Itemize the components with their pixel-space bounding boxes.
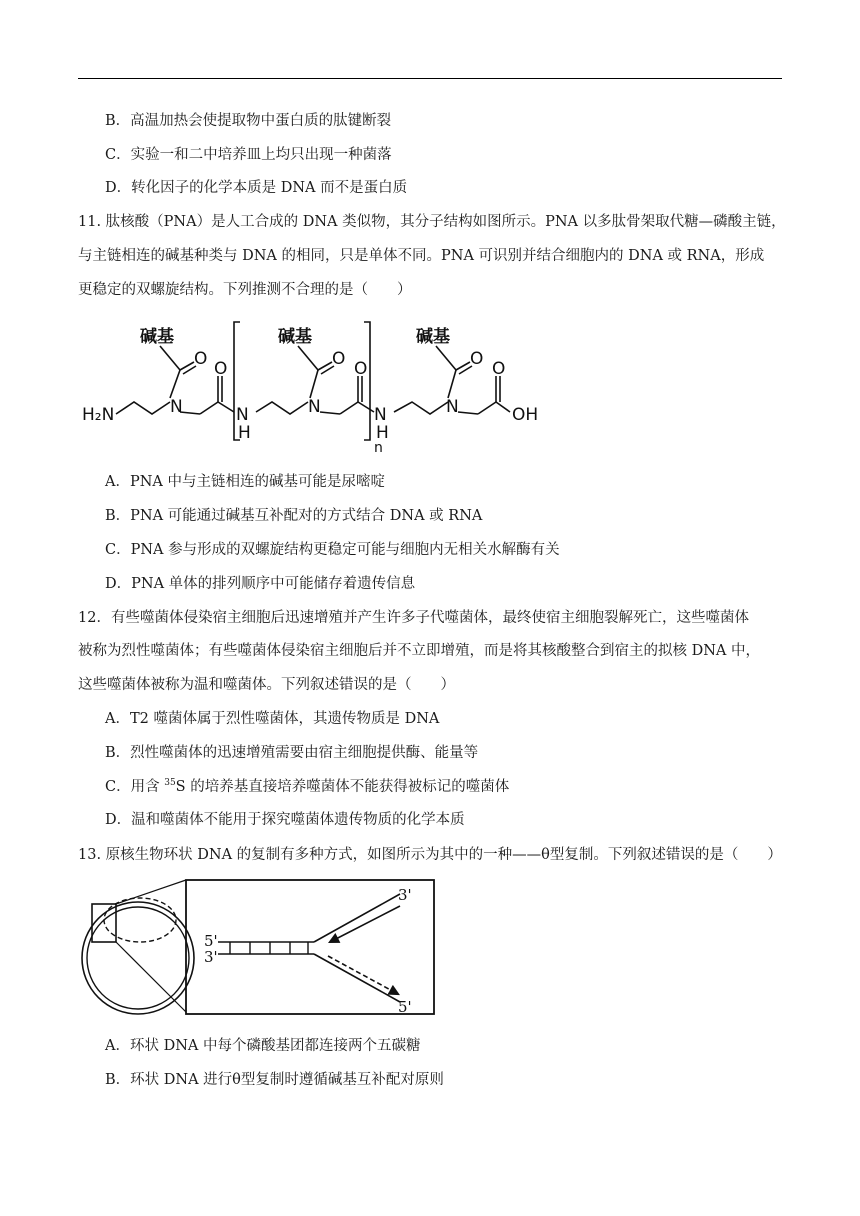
q10-option-b: B．高温加热会使提取物中蛋白质的肽键断裂 xyxy=(105,113,392,129)
header-rule xyxy=(78,78,782,79)
theta-replication-figure xyxy=(78,872,438,1018)
n-label-4: N xyxy=(236,405,249,425)
pna-structure-figure xyxy=(78,316,558,456)
q10-option-d: D．转化因子的化学本质是 DNA 而不是蛋白质 xyxy=(105,180,408,196)
q12-stem-line-1: 12．有些噬菌体侵染宿主细胞后迅速增殖并产生许多子代噬菌体，最终使宿主细胞裂解死亡，这些噬菌体 xyxy=(78,610,749,626)
q10-option-c: C．实验一和二中培养皿上均只出现一种菌落 xyxy=(105,147,392,163)
q12-option-b: B．烈性噬菌体的迅速增殖需要由宿主细胞提供酶、能量等 xyxy=(105,745,479,761)
q11-option-d: D．PNA 单体的排列顺序中可能储存着遗传信息 xyxy=(105,576,416,592)
q11-option-a: A．PNA 中与主链相连的碱基可能是尿嘧啶 xyxy=(105,474,385,490)
q12-option-c-prefix: C．用含 xyxy=(105,779,165,795)
label-5prime-fork: 5' xyxy=(398,998,412,1016)
isotope-superscript: 35 xyxy=(164,778,176,789)
q12-option-c xyxy=(105,777,509,797)
h-label-2: H xyxy=(376,423,389,443)
base-label-1: 碱基 xyxy=(140,327,174,347)
o-label-4: O xyxy=(354,359,368,379)
n-label-1: N xyxy=(170,397,183,417)
q11-stem-line-3: 更稳定的双螺旋结构。下列推测不合理的是（ ） xyxy=(78,282,412,298)
q12-option-a: A．T2 噬菌体属于烈性噬菌体，其遗传物质是 DNA xyxy=(105,711,440,727)
q11-option-b: B．PNA 可能通过碱基互补配对的方式结合 DNA 或 RNA xyxy=(105,508,483,524)
q13-option-b: B．环状 DNA 进行θ型复制时遵循碱基互补配对原则 xyxy=(105,1072,444,1088)
h-label-1: H xyxy=(238,423,251,443)
n-label-3: N xyxy=(446,397,459,417)
o-label-5: O xyxy=(470,349,484,369)
q12-option-d: D．温和噬菌体不能用于探究噬菌体遗传物质的化学本质 xyxy=(105,812,465,828)
base-label-3: 碱基 xyxy=(416,327,450,347)
q12-option-c-text: S 的培养基直接培养噬菌体不能获得被标记的噬菌体 xyxy=(175,779,510,795)
oh-label: OH xyxy=(512,405,539,425)
label-5prime-top: 5' xyxy=(204,932,218,950)
q12-stem-line-2: 被称为烈性噬菌体；有些噬菌体侵染宿主细胞后并不立即增殖，而是将其核酸整合到宿主的拟核 DNA 中， xyxy=(78,643,760,659)
base-label-2: 碱基 xyxy=(278,327,312,347)
o-label-3: O xyxy=(332,349,346,369)
q11-stem-line-2: 与主链相连的碱基种类与 DNA 的相同，只是单体不同。PNA 可识别并结合细胞内的 DNA 或 RNA，形成 xyxy=(78,248,765,264)
q11-option-c: C．PNA 参与形成的双螺旋结构更稳定可能与细胞内无相关水解酶有关 xyxy=(105,542,560,558)
n-label-2: N xyxy=(308,397,321,417)
q12-stem-line-3: 这些噬菌体被称为温和噬菌体。下列叙述错误的是（ ） xyxy=(78,677,455,693)
label-3prime-fork: 3' xyxy=(398,886,412,904)
o-label-2: O xyxy=(214,359,228,379)
q13-option-a: A．环状 DNA 中每个磷酸基团都连接两个五碳糖 xyxy=(105,1038,421,1054)
q11-stem-line-1: 11. 肽核酸（PNA）是人工合成的 DNA 类似物，其分子结构如图所示。PNA 以多肽骨架取代糖—磷酸主链， xyxy=(78,214,786,230)
subscript-n-label: n xyxy=(374,440,383,456)
h2n-label: H₂N xyxy=(82,405,115,425)
o-label-1: O xyxy=(194,349,208,369)
o-label-6: O xyxy=(492,359,506,379)
label-3prime-bottom: 3' xyxy=(204,948,218,966)
q13-stem: 13. 原核生物环状 DNA 的复制有多种方式，如图所示为其中的一种——θ型复制。下列叙述错误的是（ ） xyxy=(78,847,782,863)
n-label-5: N xyxy=(374,405,387,425)
